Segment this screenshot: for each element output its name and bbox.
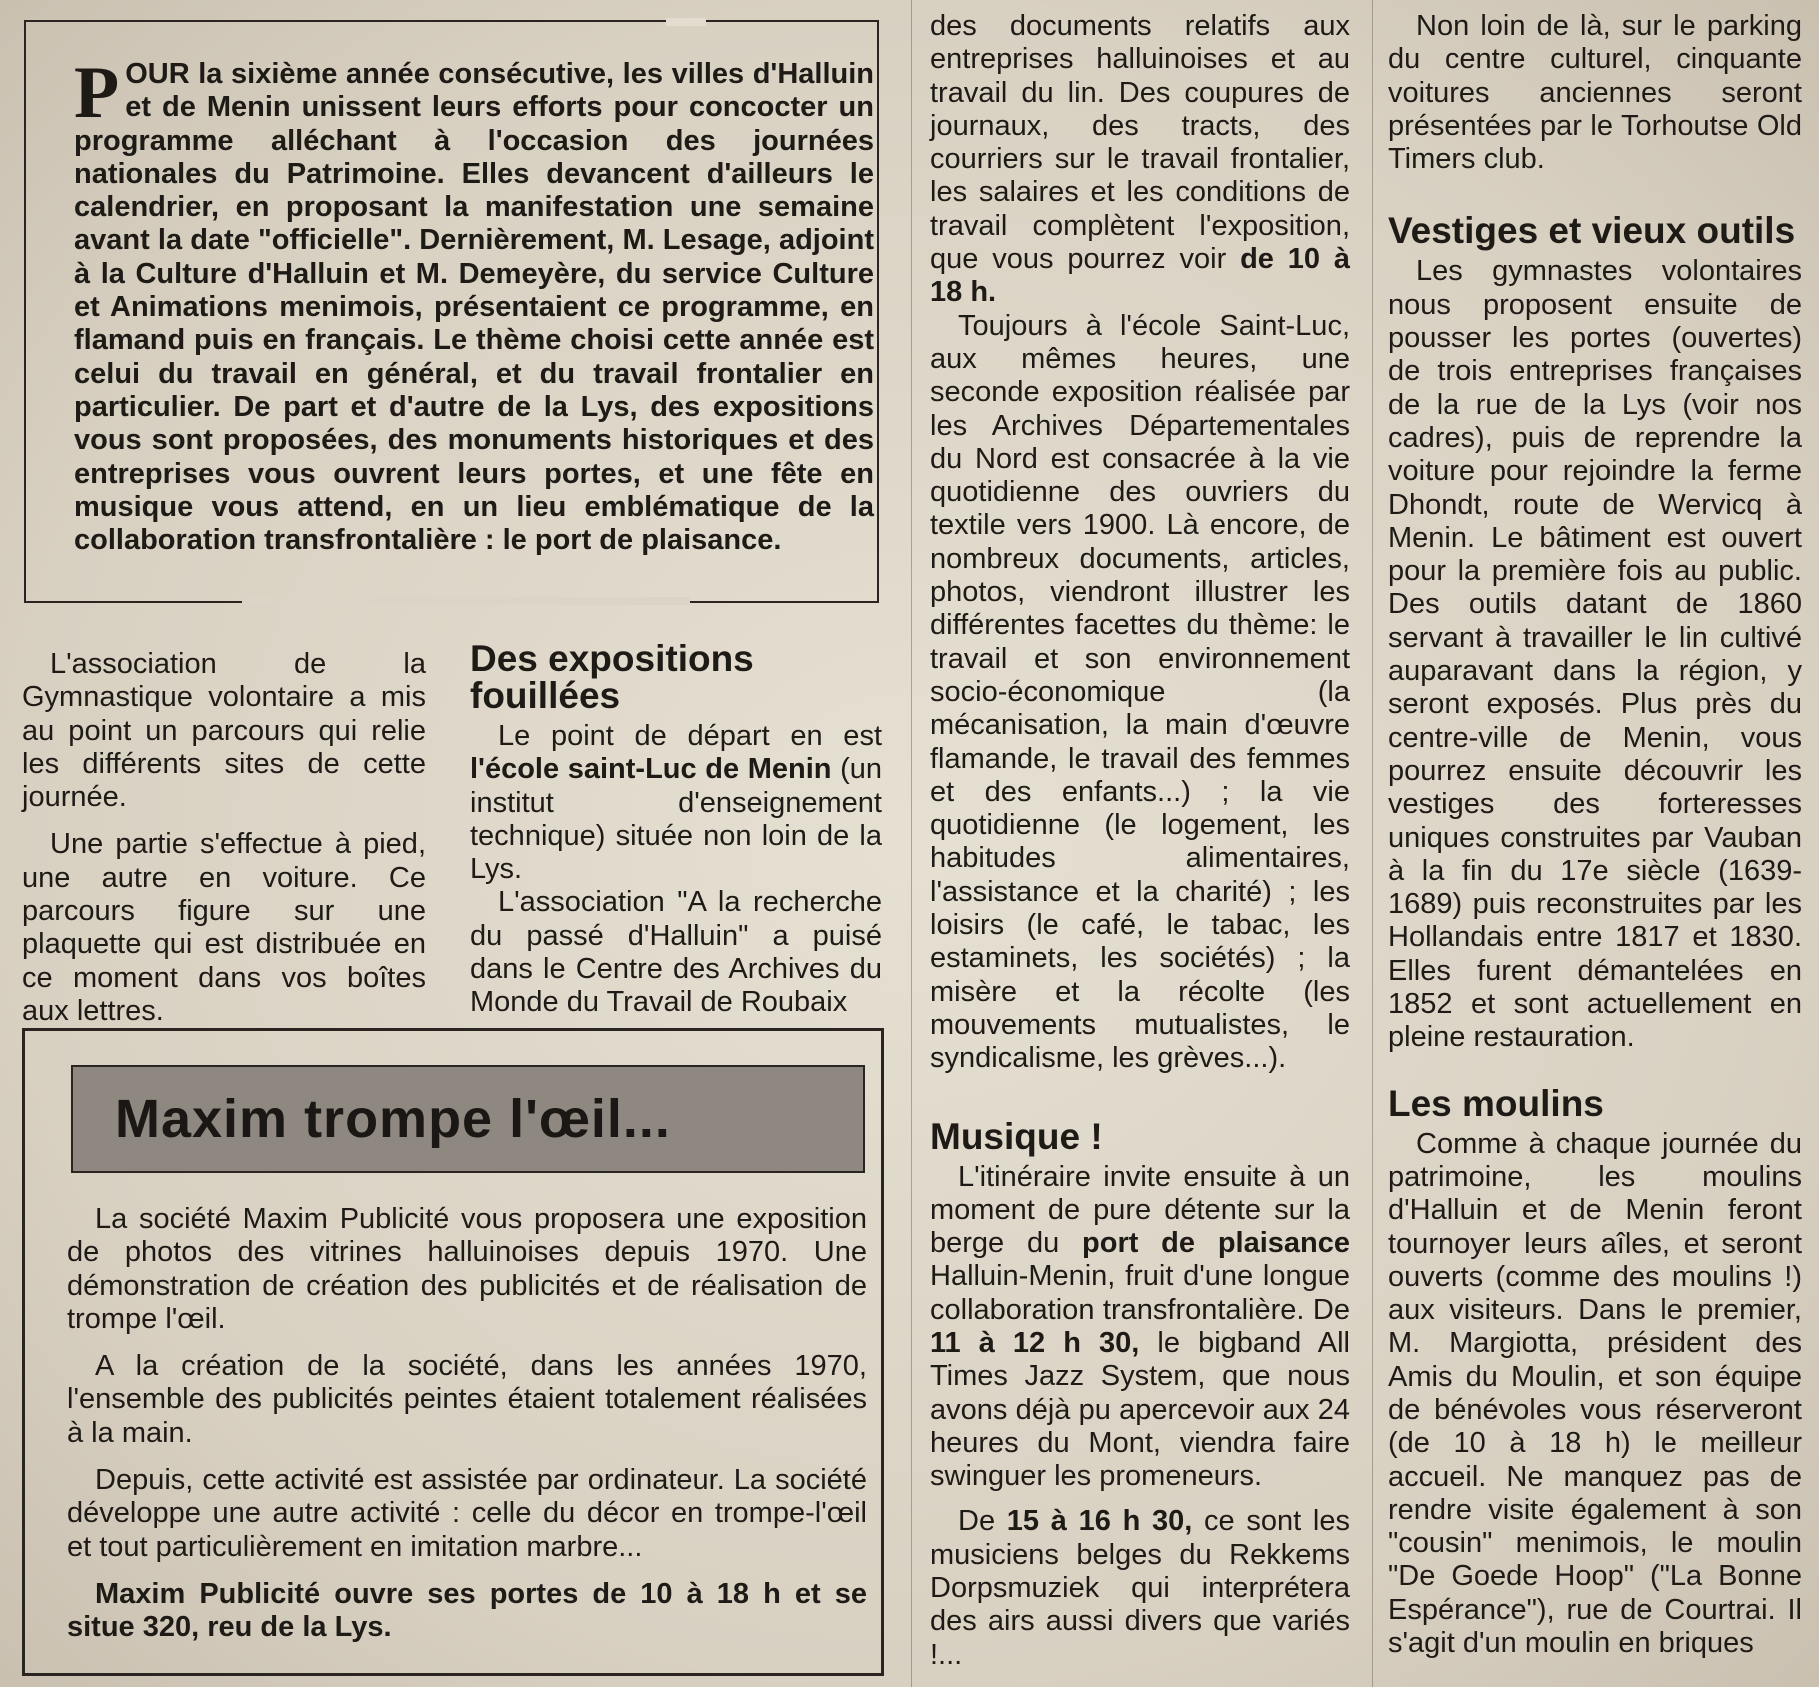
intro-text [74, 52, 874, 557]
maxim-box [22, 1028, 884, 1676]
paragraph: Le point de départ en est l'école saint-Luc de Menin (un institut d'enseignement technique) située non loin de la Lys. [470, 720, 882, 886]
paragraph: L'association "A la recherche du passé d'Halluin" a puisé dans le Centre des Archives du Monde du Travail de Roubaix [470, 886, 882, 1019]
paragraph: Comme à chaque journée du patrimoine, les moulins d'Halluin et de Menin feront tournoyer leurs aîles, et seront ouverts (comme des moulins !) aux visiteurs. Dans le premier, M. Margiotta, président des Amis du Moulin, et son équipe de bénévoles vous réserveront (de 10 à 18 h) le meilleur accueil. Ne manquez pas de rendre visite également à son "cousin" menimois, le moulin "De Goede Hoop" ("La Bonne Espérance"), rue de Courtrai. Il s'agit d'un moulin en briques [1388, 1127, 1802, 1660]
paragraph: L'itinéraire invite ensuite à un moment de pure détente sur la berge du port de plaisance Halluin-Menin, fruit d'une longue collaboration transfrontalière. De 11 à 12 h 30, le bigband All Times Jazz System, que nous avons déjà pu apercevoir aux 24 heures du Mont, viendra faire swinguer les promeneurs. [930, 1160, 1350, 1493]
paragraph: Maxim Publicité ouvre ses portes de 10 à 18 h et se situe 320, reu de la Lys. [67, 1577, 867, 1644]
column-1 [22, 648, 426, 1028]
maxim-banner [71, 1065, 865, 1173]
paragraph: des documents relatifs aux entreprises halluinoises et au travail du lin. Des coupures de journaux, des tracts, des courriers sur le travail frontalier, les salaires et les conditions de travail complètent l'exposition, que vous pourrez voir de 10 à 18 h. [930, 10, 1350, 309]
intro-box [24, 20, 879, 603]
paragraph: A la création de la société, dans les années 1970, l'ensemble des publicités peintes étaient totalement réalisées à la main. [67, 1350, 867, 1449]
paragraph: Une partie s'effectue à pied, une autre en voiture. Ce parcours figure sur une plaquette qui est distribuée en ce moment dans vos boîtes aux lettres. [22, 828, 426, 1027]
column-2 [470, 640, 882, 1020]
paragraph: De 15 à 16 h 30, ce sont les musiciens belges du Rekkems Dorpsmuziek qui interprétera des airs aussi divers que variés !... [930, 1505, 1351, 1671]
section-heading: Musique ! [930, 1115, 1103, 1157]
section-heading: Vestiges et vieux outils [1388, 210, 1796, 252]
paragraph: Non loin de là, sur le parking du centre culturel, cinquante voitures anciennes seront présentées par le Torhoutse Old Timers club. [1388, 10, 1802, 176]
paragraph: Depuis, cette activité est assistée par ordinateur. La société développe une autre activité : celle du décor en trompe-l'œil et tout particulièrement en imitation marbre... [67, 1464, 867, 1563]
maxim-title: Maxim trompe l'œil... [115, 1089, 671, 1149]
column-rule [1372, 0, 1373, 1687]
section-heading: Les moulins [1388, 1082, 1604, 1124]
paragraph: L'association de la Gymnastique volontaire a mis au point un parcours qui relie les différents sites de cette journée. [22, 648, 426, 814]
column-4 [1388, 10, 1802, 1660]
paragraph: La société Maxim Publicité vous proposera une exposition de photos des vitrines halluinoises depuis 1970. Une démonstration de création des publicités et de réalisation de trompe l'œil. [67, 1203, 867, 1335]
paragraph: Les gymnastes volontaires nous proposent ensuite de pousser les portes (ouvertes) de trois entreprises françaises de la rue de la Lys (voir nos cadres), puis de reprendre la voiture pour rejoindre la ferme Dhondt, route de Wervicq à Menin. Le bâtiment est ouvert pour la première fois au public. Des outils datant de 1860 servant à travailler le lin cultivé auparavant dans la région, y seront exposés. Plus près du centre-ville de Menin, vous pourrez ensuite découvrir les vestiges des forteresses uniques construites par Vauban à la fin du 17e siècle (1639-1689) puis reconstruites par les Hollandais entre 1817 et 1830. Elles furent démantelées en 1852 et sont actuellement en pleine restauration. [1388, 255, 1802, 1054]
border-gap [666, 18, 706, 26]
section-heading: Des expositions fouillées [470, 638, 754, 716]
maxim-text [67, 1203, 867, 1645]
intro-paragraph: OUR la sixième année consécutive, les villes d'Halluin et de Menin unissent leurs efforts pour concocter un programme alléchant à l'occasion des journées nationales du Patrimoine. Elles devancent d'ailleurs le calendrier, en proposant la manifestation une semaine avant la date "officielle". Dernièrement, M. Lesage, adjoint à la Culture d'Halluin et M. Demeyère, du service Culture et Animations menimois, présentaient ce programme, en flamand puis en français. Le thème choisi cette année est celui du travail en général, et du travail frontalier en particulier. De part et d'autre de la Lys, des expositions vous sont proposées, des monuments historiques et des entreprises vous ouvrent leurs portes, et une fête en musique vous attend, en un lieu emblématique de la collaboration transfrontalière : le port de plaisance. [74, 58, 874, 557]
column-3 [930, 10, 1350, 1672]
border-gap [242, 597, 690, 605]
paragraph: Toujours à l'école Saint-Luc, aux mêmes heures, une seconde exposition réalisée par les Archives Départementales du Nord est consacrée à la vie quotidienne des ouvriers du textile vers 1900. Là encore, de nombreux documents, articles, photos, viendront illustrer les différentes facettes du thème: le travail et son environnement socio-économique (la mécanisation, la main d'œuvre flamande, le travail des femmes et des enfants...) ; la vie quotidienne (le logement, les habitudes alimentaires, l'assistance et la charité) ; les loisirs (le café, le tabac, les estaminets, les sociétés) ; la misère et la récolte (les mouvements mutualistes, le syndicalisme, les grèves...). [930, 309, 1350, 1075]
drop-cap: P [74, 52, 120, 134]
column-rule [911, 0, 912, 1687]
